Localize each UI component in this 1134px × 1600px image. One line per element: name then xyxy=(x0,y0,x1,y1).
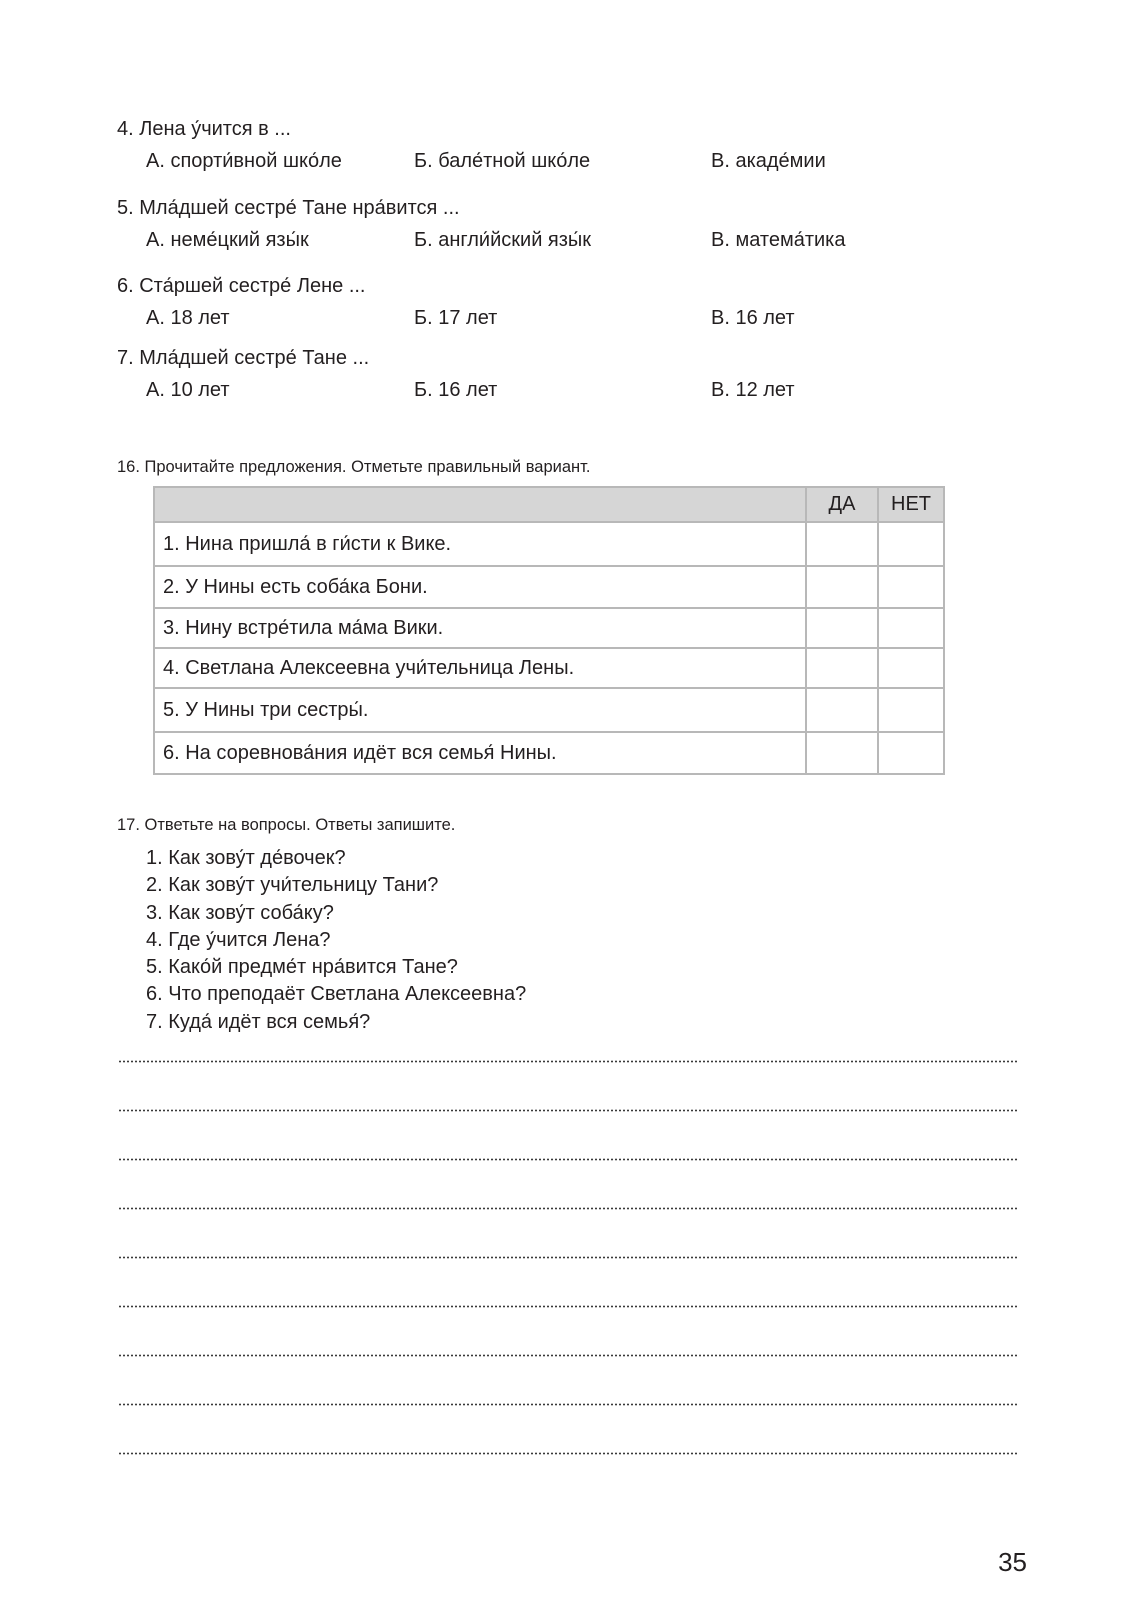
option-b[interactable]: Б. бале́тной шко́ле xyxy=(414,150,591,172)
option-v[interactable]: В. 16 лет xyxy=(711,307,795,329)
yes-checkbox-cell[interactable] xyxy=(806,566,878,608)
table-row xyxy=(154,648,944,688)
yes-checkbox-cell[interactable] xyxy=(806,522,878,566)
answer-line[interactable] xyxy=(118,1305,1018,1308)
yes-no-table xyxy=(153,486,945,775)
list-item: 6. Что преподаёт Светлана Алексеевна? xyxy=(146,983,527,1006)
table-row xyxy=(154,732,944,774)
yes-checkbox-cell[interactable] xyxy=(806,688,878,732)
mc-question-stem: 5. Мла́дшей сестре́ Тане нра́вится ... xyxy=(117,197,460,219)
option-v[interactable]: В. матема́тика xyxy=(711,229,846,251)
answer-lines xyxy=(118,1060,1018,1501)
no-checkbox-cell[interactable] xyxy=(878,566,944,608)
no-checkbox-cell[interactable] xyxy=(878,522,944,566)
header-blank-cell xyxy=(154,487,806,522)
mc-question-stem: 7. Мла́дшей сестре́ Тане ... xyxy=(117,347,370,369)
statement-cell: 2. У Нины есть соба́ка Бони. xyxy=(154,566,806,608)
statement-cell: 6. На соревнова́ния идёт вся семья́ Нины. xyxy=(154,732,806,774)
header-no: НЕТ xyxy=(878,487,944,522)
option-b[interactable]: Б. англи́йский язы́к xyxy=(414,229,592,251)
statement-cell: 3. Нину встре́тила ма́ма Вики. xyxy=(154,608,806,648)
option-b[interactable]: Б. 17 лет xyxy=(414,307,498,329)
statement-cell: 4. Светлана Алексеевна учи́тельница Лены. xyxy=(154,648,806,688)
header-yes: ДА xyxy=(806,487,878,522)
option-v[interactable]: В. акаде́мии xyxy=(711,150,826,172)
yes-checkbox-cell[interactable] xyxy=(806,648,878,688)
list-item: 3. Как зову́т соба́ку? xyxy=(146,901,334,924)
table-row xyxy=(154,566,944,608)
table-row xyxy=(154,688,944,732)
list-item: 4. Где у́чится Лена? xyxy=(146,928,331,951)
page-number: 35 xyxy=(998,1547,1027,1577)
mc-question-6 xyxy=(117,274,1017,332)
option-v[interactable]: В. 12 лет xyxy=(711,379,795,401)
mc-options xyxy=(117,149,1017,175)
answer-line[interactable] xyxy=(118,1452,1018,1455)
answer-line[interactable] xyxy=(118,1354,1018,1357)
option-a[interactable]: А. 10 лет xyxy=(146,379,230,401)
mc-options xyxy=(117,306,1017,332)
list-item: 7. Куда́ идёт вся семья́? xyxy=(146,1010,371,1033)
answer-line[interactable] xyxy=(118,1109,1018,1112)
statement-cell: 5. У Нины три сестры́. xyxy=(154,688,806,732)
option-a[interactable]: А. неме́цкий язы́к xyxy=(146,229,309,251)
no-checkbox-cell[interactable] xyxy=(878,688,944,732)
mc-question-7 xyxy=(117,346,1017,404)
option-a[interactable]: А. спорти́вной шко́ле xyxy=(146,150,342,172)
no-checkbox-cell[interactable] xyxy=(878,608,944,648)
answer-line[interactable] xyxy=(118,1060,1018,1063)
mc-options xyxy=(117,378,1017,404)
list-item: 2. Как зову́т учи́тельницу Тани? xyxy=(146,874,439,897)
no-checkbox-cell[interactable] xyxy=(878,732,944,774)
answer-line[interactable] xyxy=(118,1256,1018,1259)
list-item: 1. Как зову́т де́вочек? xyxy=(146,847,346,869)
answer-line[interactable] xyxy=(118,1403,1018,1406)
task-16-title: 16. Прочитайте предложения. Отметьте правильный вариант. xyxy=(117,458,591,476)
list-item: 5. Како́й предме́т нра́вится Тане? xyxy=(146,956,458,979)
task-17-title: 17. Ответьте на вопросы. Ответы запишите. xyxy=(117,816,456,834)
mc-question-stem: 4. Лена у́чится в ... xyxy=(117,118,291,140)
table-header-row xyxy=(154,487,944,522)
mc-options xyxy=(117,228,1017,254)
answer-line[interactable] xyxy=(118,1207,1018,1210)
mc-question-stem: 6. Ста́ршей сестре́ Лене ... xyxy=(117,275,366,297)
mc-question-5 xyxy=(117,196,1017,254)
answer-line[interactable] xyxy=(118,1158,1018,1161)
mc-question-4 xyxy=(117,117,1017,175)
table-row xyxy=(154,608,944,648)
statement-cell: 1. Нина пришла́ в ги́сти к Вике. xyxy=(154,522,806,566)
yes-checkbox-cell[interactable] xyxy=(806,608,878,648)
no-checkbox-cell[interactable] xyxy=(878,648,944,688)
option-b[interactable]: Б. 16 лет xyxy=(414,379,498,401)
option-a[interactable]: А. 18 лет xyxy=(146,307,230,329)
question-list xyxy=(146,845,526,1036)
yes-checkbox-cell[interactable] xyxy=(806,732,878,774)
table-row xyxy=(154,522,944,566)
